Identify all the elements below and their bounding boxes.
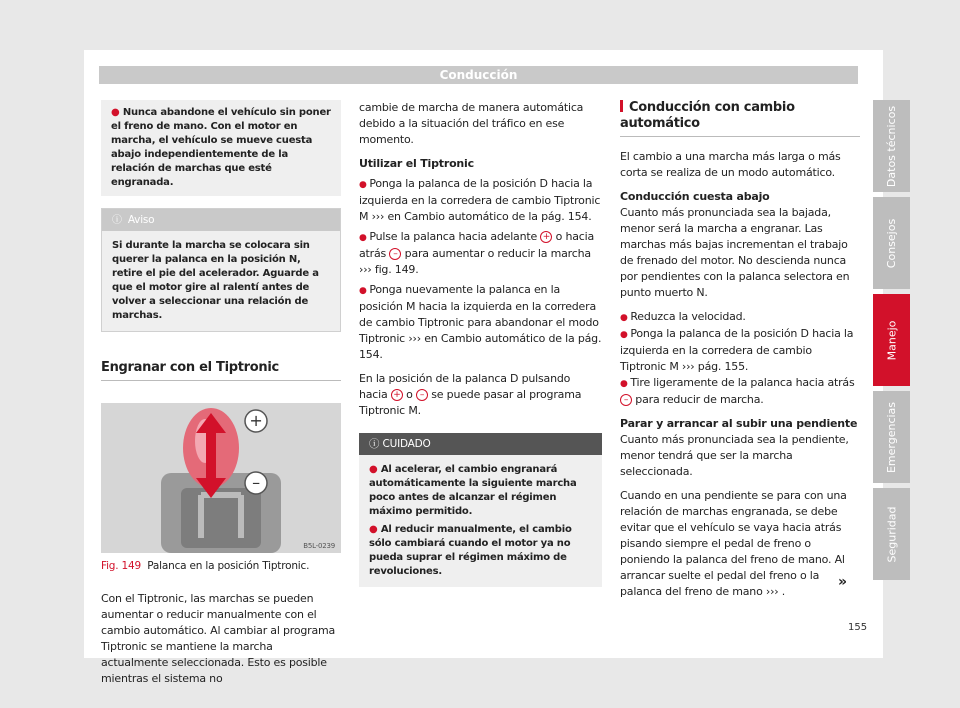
bullet-text: o hacia atrás [359, 230, 595, 260]
gear-lever-illustration [101, 403, 341, 553]
bullet-text: para aumentar o reducir la marcha ››› fig. 149. [359, 247, 591, 276]
minus-icon: – [416, 389, 428, 401]
bullet-text: Tire ligeramente de la palanca hacia atrás [630, 376, 855, 389]
paragraph: El cambio a una marcha más larga o más corta se realiza de un modo automático. [620, 150, 841, 179]
info-icon: ⓘ [112, 215, 122, 226]
column-2 [359, 100, 602, 587]
column-1 [101, 100, 341, 687]
bullet-item: ● Ponga la palanca de la posición D hacia la izquierda en la corredera de cambio Tiptronic M ››› pág. 155. [620, 326, 860, 375]
paragraph: Cuanto más pronunciada sea la bajada, menor será la marcha a engranar. Las marchas más bajas incrementan el trabajo de frenado del motor. No descienda nunca por pendientes con la palanca selectora en punto muerto N. [620, 206, 850, 299]
body-text: Con el Tiptronic, las marchas se pueden aumentar o reducir manualmente con el cambio automático. Al cambiar al programa Tiptronic se mantiene la marcha actualmente seleccionada. Esto es posible mientras el sistema no [101, 592, 336, 685]
subtitle: Parar y arrancar al subir una pendiente [620, 417, 858, 430]
tab-label: Emergencias [885, 401, 898, 473]
tab-label: Manejo [885, 320, 899, 360]
minus-icon: – [620, 394, 632, 406]
bullet-item: ● Ponga nuevamente la palanca en la posición M hacia la izquierda en la corredera de cambio Tiptronic para abandonar el modo Tiptronic ››› en Cambio automático de la pág. 154. [359, 282, 602, 363]
caution-header [359, 433, 602, 455]
tab-label: Seguridad [885, 506, 898, 562]
paragraph: cambie de marcha de manera automática debido a la situación del tráfico en ese momento. [359, 101, 584, 146]
aviso-text: Si durante la marcha se colocara sin querer la palanca en la posición N, retire el pie del acelerador. Aguarde a que el motor gire al ralentí antes de volver a seleccionar una relación de marchas. [102, 231, 340, 331]
caution-text: Al reducir manualmente, el cambio sólo cambiará cuando el motor ya no pueda suprar el régimen máximo de revoluciones. [369, 524, 572, 577]
bullet-item: ● Reduzca la velocidad. [620, 309, 860, 326]
caution-label: CUIDADO [382, 438, 431, 450]
paragraph: Cuanto más pronunciada sea la pendiente, menor tendrá que ser la marcha seleccionada. [620, 433, 849, 478]
bullet-text: Pulse la palanca hacia adelante [369, 230, 538, 243]
plus-icon: + [540, 231, 552, 243]
figure-label: Fig. 149 [101, 560, 141, 572]
paragraph [359, 371, 602, 419]
tab-label: Datos técnicos [885, 105, 898, 187]
figure-minus-label: – [252, 473, 260, 492]
bullet-item: ● Ponga la palanca de la posición D hacia la izquierda en la corredera de cambio Tiptronic M ››› en Cambio automático de la pág. 154. [359, 176, 602, 225]
paragraph-text: En la posición de la palanca D pulsando hacia [359, 372, 571, 401]
figure-code: B5L-0239 [303, 542, 335, 550]
tab-datos-tecnicos[interactable] [873, 100, 910, 192]
paragraph: Cuando en una pendiente se para con una relación de marchas engranada, se debe evitar que el vehículo se vaya hacia atrás pisando siempre el pedal de freno o poniendo la palanca del freno de mano. Al arrancar suelte el pedal del freno o la palanca del freno de mano ››› . [620, 489, 847, 598]
paragraph-text: se puede pasar al programa Tiptronic M. [359, 388, 582, 417]
tab-manejo[interactable] [873, 294, 910, 386]
subtitle: Utilizar el Tiptronic [359, 157, 474, 170]
section-title: Engranar con el Tiptronic [101, 360, 341, 381]
caution-text: Al acelerar, el cambio engranará automáticamente la siguiente marcha poco antes de alcanzar el régimen máximo permitido. [369, 464, 577, 517]
bullet-item [620, 375, 860, 408]
caution-icon: ⓘ [369, 438, 383, 450]
figure-plus-label: + [249, 411, 263, 430]
caution-item: ● Al reducir manualmente, el cambio sólo cambiará cuando el motor ya no pueda suprar el régimen máximo de revoluciones. [369, 524, 572, 577]
bullet-text: para reducir de marcha. [635, 393, 764, 406]
figure-caption [101, 559, 341, 573]
column-3 [620, 100, 860, 600]
aviso-box [101, 208, 341, 332]
aviso-header [102, 209, 340, 231]
figure-gear-lever [101, 403, 341, 553]
bullet-item [359, 229, 602, 278]
minus-icon: – [389, 248, 401, 260]
section-title: Conducción con cambio automático [620, 100, 860, 137]
bullet-icon: ● [111, 107, 123, 118]
tab-emergencias[interactable] [873, 391, 910, 483]
page-number: 155 [848, 622, 868, 633]
figure-caption-text: Palanca en la posición Tiptronic. [147, 560, 310, 572]
caution-item: ● Al acelerar, el cambio engranará automáticamente la siguiente marcha poco antes de alcanzar el régimen máximo permitido. [369, 464, 577, 517]
caution-body [359, 455, 602, 587]
plus-icon: + [391, 389, 403, 401]
warning-text: Nunca abandone el vehículo sin poner el freno de mano. Con el motor en marcha, el vehículo se mueve cuesta abajo independientemente de la relación de marchas que esté engranada. [111, 107, 331, 188]
paragraph-text: o [406, 388, 413, 401]
continue-icon: » [838, 574, 848, 590]
tab-label: Consejos [885, 218, 898, 268]
tab-seguridad[interactable] [873, 488, 910, 580]
tab-consejos[interactable] [873, 197, 910, 289]
page-header: Conducción [99, 66, 858, 84]
aviso-label: Aviso [127, 214, 155, 226]
subtitle: Conducción cuesta abajo [620, 190, 770, 203]
side-tabs [873, 100, 910, 585]
warning-box [101, 100, 341, 196]
